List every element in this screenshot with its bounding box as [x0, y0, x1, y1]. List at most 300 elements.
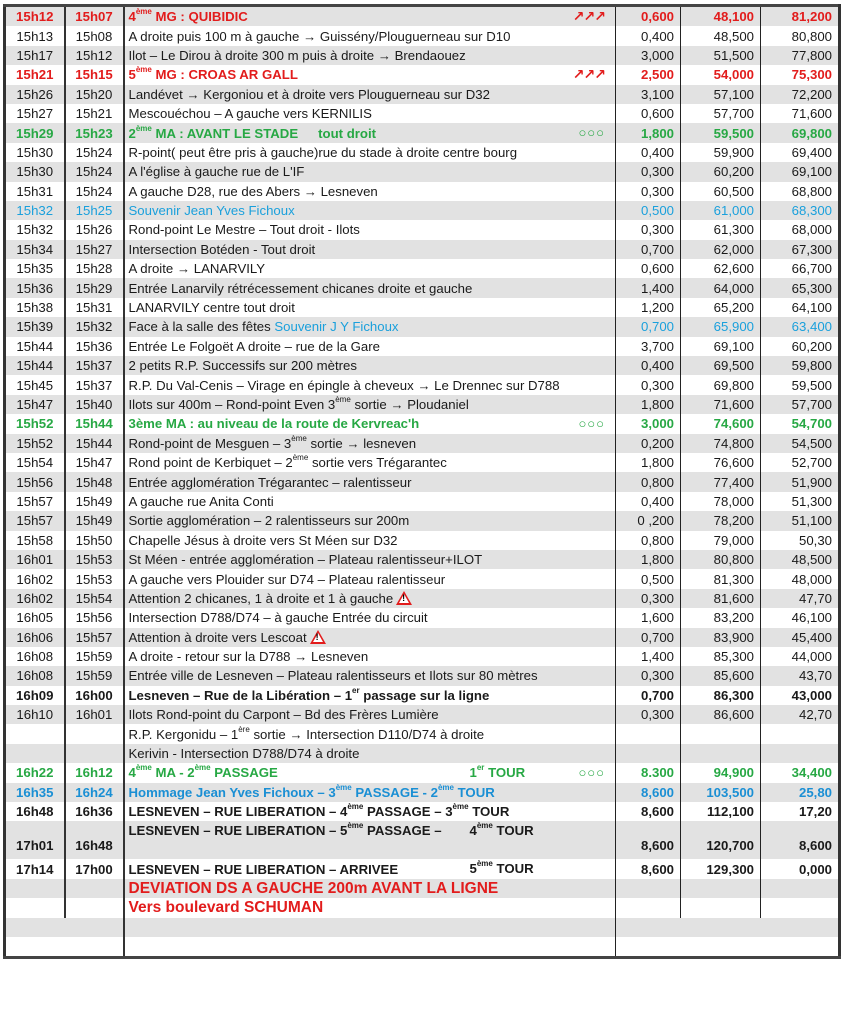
itinerary-row	[5, 879, 840, 898]
cumulative-distance: 48,500	[681, 26, 761, 45]
description-text: MA - 2	[151, 765, 195, 781]
time-schedule-fast: 16h22	[5, 763, 65, 782]
time-schedule-slow: 15h59	[65, 666, 124, 685]
remaining-distance: 54,500	[761, 434, 840, 453]
route-description	[124, 783, 616, 802]
lap-label	[470, 763, 526, 782]
cumulative-distance: 85,600	[681, 666, 761, 685]
ordinal-suffix: er	[352, 685, 360, 695]
cumulative-distance: 79,000	[681, 531, 761, 550]
itinerary-row	[5, 337, 840, 356]
description-text: PASSAGE – 3	[363, 804, 453, 820]
route-description	[124, 414, 616, 433]
lap-text: TOUR	[484, 765, 526, 781]
description-text: sortie → lesneven	[306, 435, 417, 451]
green-circles-icon: ○○○	[578, 416, 605, 432]
description-text: Ilots Rond-point du Carpont – Bd des Frères Lumière	[128, 707, 439, 723]
description-text: Rond point de Kerbiquet – 2	[128, 455, 293, 471]
time-schedule-fast: 15h44	[5, 356, 65, 375]
cumulative-distance: 103,500	[681, 783, 761, 802]
route-description	[124, 472, 616, 491]
partial-distance: 0,700	[616, 317, 681, 336]
remaining-distance: 71,600	[761, 104, 840, 123]
cumulative-distance: 86,300	[681, 686, 761, 705]
description-text: R-point( peut être pris à gauche)rue du stade à droite centre bourg	[128, 144, 518, 160]
time-schedule-fast: 17h01	[5, 821, 65, 859]
time-schedule-slow: 15h24	[65, 182, 124, 201]
route-description	[124, 453, 616, 472]
description-text: sortie → Intersection D110/D74 à droite	[249, 726, 485, 742]
itinerary-row	[5, 783, 840, 802]
route-description	[124, 705, 616, 724]
cumulative-distance: 120,700	[681, 821, 761, 859]
cumulative-distance: 112,100	[681, 802, 761, 821]
partial-distance: 0,400	[616, 143, 681, 162]
partial-distance: 0,600	[616, 104, 681, 123]
time-schedule-slow: 15h49	[65, 492, 124, 511]
itinerary-row	[5, 356, 840, 375]
route-description	[124, 666, 616, 685]
itinerary-row	[5, 65, 840, 84]
time-schedule-slow: 15h07	[65, 6, 124, 27]
partial-distance	[616, 744, 681, 763]
time-schedule-fast: 16h08	[5, 647, 65, 666]
partial-distance: 0,400	[616, 356, 681, 375]
time-schedule-slow: 15h47	[65, 453, 124, 472]
ordinal-suffix: er	[476, 763, 485, 773]
cumulative-distance: 62,600	[681, 259, 761, 278]
time-schedule-slow: 15h26	[65, 220, 124, 239]
itinerary-row	[5, 434, 840, 453]
time-schedule-slow: 15h20	[65, 85, 124, 104]
route-description	[124, 647, 616, 666]
itinerary-row	[5, 220, 840, 239]
cumulative-distance: 69,800	[681, 375, 761, 394]
remaining-distance: 43,000	[761, 686, 840, 705]
remaining-distance: 80,800	[761, 26, 840, 45]
ordinal-suffix: ème	[194, 763, 211, 773]
ordinal-suffix: ème	[335, 395, 351, 404]
route-description	[124, 143, 616, 162]
route-description	[124, 356, 616, 375]
remaining-distance: 67,300	[761, 240, 840, 259]
ordinal-suffix: ème	[347, 802, 364, 812]
partial-distance: 0,300	[616, 705, 681, 724]
time-schedule-slow: 16h12	[65, 763, 124, 782]
partial-distance: 0,500	[616, 201, 681, 220]
remaining-distance: 45,400	[761, 628, 840, 647]
cumulative-distance: 65,900	[681, 317, 761, 336]
description-text: Face à la salle des fêtes	[128, 319, 275, 335]
remaining-distance: 69,800	[761, 123, 840, 142]
route-description	[124, 337, 616, 356]
description-text: PASSAGE –	[363, 823, 442, 839]
partial-distance: 0,700	[616, 240, 681, 259]
partial-distance: 0,800	[616, 472, 681, 491]
description-text: PASSAGE - 2	[351, 784, 438, 800]
time-schedule-fast: 16h48	[5, 802, 65, 821]
time-schedule-fast: 15h39	[5, 317, 65, 336]
route-description	[124, 46, 616, 65]
partial-distance: 0,400	[616, 492, 681, 511]
warning-triangle-icon	[310, 630, 326, 644]
itinerary-row	[5, 628, 840, 647]
partial-distance: 2,500	[616, 65, 681, 84]
itinerary-row	[5, 550, 840, 569]
time-schedule-fast: 15h26	[5, 85, 65, 104]
time-schedule-fast: 16h06	[5, 628, 65, 647]
time-schedule-slow: 15h23	[65, 123, 124, 142]
partial-distance: 0,500	[616, 569, 681, 588]
green-circles-icon: ○○○	[578, 765, 605, 781]
description-text: Ilots sur 400m – Rond-point Even 3	[128, 397, 336, 412]
cumulative-distance: 83,900	[681, 628, 761, 647]
description-text: Lesneven – Rue de la Libération – 1	[128, 687, 353, 703]
time-schedule-fast: 16h01	[5, 550, 65, 569]
partial-distance	[616, 724, 681, 743]
time-schedule-fast: 15h30	[5, 143, 65, 162]
ordinal-number: 4	[128, 9, 136, 25]
partial-distance: 3,000	[616, 46, 681, 65]
itinerary-row	[5, 569, 840, 588]
route-description	[124, 85, 616, 104]
time-schedule-fast	[5, 898, 65, 917]
description-text: Intersection D788/D74 – à gauche Entrée du circuit	[128, 610, 428, 626]
cumulative-distance: 80,800	[681, 550, 761, 569]
remaining-distance: 81,200	[761, 6, 840, 27]
ordinal-suffix: ème	[135, 7, 152, 17]
time-schedule-slow	[65, 744, 124, 763]
time-schedule-slow: 15h12	[65, 46, 124, 65]
remaining-distance	[761, 724, 840, 743]
time-schedule-fast: 16h05	[5, 608, 65, 627]
description-text: Attention 2 chicanes, 1 à droite et 1 à gauche	[128, 590, 394, 606]
blank-row	[5, 918, 840, 937]
itinerary-row	[5, 744, 840, 763]
time-schedule-slow: 15h48	[65, 472, 124, 491]
route-description	[124, 220, 616, 239]
itinerary-row	[5, 608, 840, 627]
route-description	[124, 162, 616, 181]
remaining-distance: 34,400	[761, 763, 840, 782]
partial-distance: 8,600	[616, 802, 681, 821]
partial-distance: 0,700	[616, 628, 681, 647]
time-schedule-slow: 16h48	[65, 821, 124, 859]
itinerary-row	[5, 201, 840, 220]
remaining-distance: 42,70	[761, 705, 840, 724]
description-text: LESNEVEN – RUE LIBERATION – 4	[128, 804, 348, 820]
route-description	[124, 278, 616, 297]
time-schedule-fast: 15h57	[5, 511, 65, 530]
time-schedule-fast: 15h52	[5, 414, 65, 433]
route-description	[124, 608, 616, 627]
description-text: Souvenir Jean Yves Fichoux	[128, 203, 295, 219]
blank-cell	[124, 937, 616, 958]
description-text: R.P. Du Val-Cenis – Virage en épingle à cheveux → Le Drennec sur D788	[128, 377, 560, 393]
itinerary-row	[5, 511, 840, 530]
time-schedule-slow: 15h37	[65, 356, 124, 375]
ordinal-suffix: ème	[476, 821, 493, 831]
blank-cell	[616, 937, 840, 958]
remaining-distance: 64,100	[761, 298, 840, 317]
remaining-distance: 43,70	[761, 666, 840, 685]
description-text: A droite → LANARVILY	[128, 261, 266, 277]
time-schedule-slow: 15h59	[65, 647, 124, 666]
remaining-distance: 57,700	[761, 395, 840, 414]
cumulative-distance: 77,400	[681, 472, 761, 491]
time-schedule-slow: 16h24	[65, 783, 124, 802]
time-schedule-slow: 15h53	[65, 569, 124, 588]
ordinal-suffix: ème	[347, 821, 364, 831]
partial-distance: 1,800	[616, 123, 681, 142]
cumulative-distance: 48,100	[681, 6, 761, 27]
description-text: 2 petits R.P. Successifs sur 200 mètres	[128, 358, 357, 374]
time-schedule-fast: 15h47	[5, 395, 65, 414]
description-text: Landévet → Kergoniou et à droite vers Plouguerneau sur D32	[128, 86, 490, 102]
cumulative-distance: 60,200	[681, 162, 761, 181]
description-text: A gauche vers Plouider sur D74 – Plateau ralentisseur	[128, 571, 446, 587]
time-schedule-fast	[5, 744, 65, 763]
itinerary-row	[5, 686, 840, 705]
partial-distance: 0,700	[616, 686, 681, 705]
cumulative-distance: 62,000	[681, 240, 761, 259]
time-schedule-slow: 15h44	[65, 414, 124, 433]
description-text: Entrée Lanarvily rétrécessement chicanes droite et gauche	[128, 280, 473, 296]
lap-number: 4	[469, 823, 477, 839]
cumulative-distance: 76,600	[681, 453, 761, 472]
cumulative-distance: 61,300	[681, 220, 761, 239]
description-text: TOUR	[453, 784, 495, 800]
time-schedule-fast: 16h35	[5, 783, 65, 802]
blank-cell	[616, 918, 840, 937]
route-description	[124, 531, 616, 550]
description-text: Attention à droite vers Lescoat	[128, 629, 307, 645]
description-text: LESNEVEN – RUE LIBERATION – ARRIVEE	[128, 861, 399, 877]
remaining-distance: 8,600	[761, 821, 840, 859]
partial-distance: 0,300	[616, 182, 681, 201]
blank-cell	[5, 937, 124, 958]
time-schedule-slow: 15h56	[65, 608, 124, 627]
ordinal-suffix: ème	[452, 802, 469, 812]
time-schedule-fast: 16h09	[5, 686, 65, 705]
route-description	[124, 395, 616, 414]
route-description	[124, 182, 616, 201]
partial-distance	[616, 879, 681, 898]
remaining-distance: 77,800	[761, 46, 840, 65]
itinerary-row	[5, 46, 840, 65]
description-text: TOUR	[468, 804, 510, 820]
time-schedule-slow: 15h28	[65, 259, 124, 278]
remaining-distance: 44,000	[761, 647, 840, 666]
remaining-distance: 59,500	[761, 375, 840, 394]
route-description	[124, 375, 616, 394]
itinerary-row	[5, 104, 840, 123]
itinerary-row	[5, 821, 840, 859]
route-description	[124, 744, 616, 763]
cumulative-distance: 78,000	[681, 492, 761, 511]
partial-distance: 8,600	[616, 783, 681, 802]
route-description	[124, 104, 616, 123]
cumulative-distance: 129,300	[681, 859, 761, 878]
souvenir-note: Souvenir J Y Fichoux	[274, 319, 399, 335]
time-schedule-fast: 15h58	[5, 531, 65, 550]
itinerary-row	[5, 298, 840, 317]
description-text: A droite - retour sur la D788 → Lesneven	[128, 649, 369, 665]
cumulative-distance: 81,300	[681, 569, 761, 588]
itinerary-row	[5, 898, 840, 917]
itinerary-row	[5, 278, 840, 297]
partial-distance: 1,800	[616, 453, 681, 472]
cumulative-distance	[681, 724, 761, 743]
description-text: Intersection Botéden - Tout droit	[128, 241, 316, 257]
description-text: Ilot – Le Dirou à droite 300 m puis à droite → Brendaouez	[128, 47, 466, 63]
cumulative-distance: 65,200	[681, 298, 761, 317]
time-schedule-fast: 15h30	[5, 162, 65, 181]
time-schedule-slow: 15h49	[65, 511, 124, 530]
remaining-distance: 51,300	[761, 492, 840, 511]
time-schedule-slow: 15h24	[65, 162, 124, 181]
cumulative-distance: 85,300	[681, 647, 761, 666]
partial-distance: 0,300	[616, 666, 681, 685]
route-description	[124, 569, 616, 588]
time-schedule-fast: 15h17	[5, 46, 65, 65]
itinerary-row	[5, 531, 840, 550]
lap-label	[470, 859, 534, 878]
route-description	[124, 298, 616, 317]
time-schedule-fast: 15h27	[5, 104, 65, 123]
itinerary-table	[3, 4, 841, 959]
cumulative-distance	[681, 744, 761, 763]
itinerary-row	[5, 802, 840, 821]
description-text: PASSAGE	[210, 765, 278, 781]
time-schedule-fast: 15h31	[5, 182, 65, 201]
itinerary-row	[5, 453, 840, 472]
description-text: Rond-point de Mesguen – 3	[128, 435, 292, 451]
cumulative-distance: 69,100	[681, 337, 761, 356]
time-schedule-fast: 15h36	[5, 278, 65, 297]
time-schedule-fast	[5, 724, 65, 743]
itinerary-row	[5, 259, 840, 278]
time-schedule-slow: 15h29	[65, 278, 124, 297]
ordinal-number: 5	[128, 67, 136, 83]
description-text: sortie → Ploudaniel	[350, 397, 469, 412]
time-schedule-fast: 15h38	[5, 298, 65, 317]
time-schedule-slow: 15h44	[65, 434, 124, 453]
itinerary-row	[5, 414, 840, 433]
cumulative-distance: 59,500	[681, 123, 761, 142]
itinerary-row	[5, 143, 840, 162]
remaining-distance: 66,700	[761, 259, 840, 278]
partial-distance: 0,300	[616, 375, 681, 394]
lap-number: 1	[469, 765, 477, 781]
ordinal-suffix: ère	[238, 724, 250, 734]
remaining-distance: 46,100	[761, 608, 840, 627]
itinerary-row	[5, 6, 840, 27]
remaining-distance: 68,300	[761, 201, 840, 220]
route-description	[124, 550, 616, 569]
ordinal-suffix: ème	[135, 763, 152, 773]
remaining-distance: 51,900	[761, 472, 840, 491]
ordinal-suffix: ème	[291, 433, 307, 443]
cumulative-distance: 59,900	[681, 143, 761, 162]
remaining-distance: 69,400	[761, 143, 840, 162]
time-schedule-slow: 16h01	[65, 705, 124, 724]
description-text: Entrée ville de Lesneven – Plateau ralentisseurs et Ilots sur 80 mètres	[128, 668, 538, 684]
ordinal-suffix: ème	[335, 782, 352, 792]
cumulative-distance: 51,500	[681, 46, 761, 65]
itinerary-row	[5, 123, 840, 142]
description-text: Entrée Le Folgoët A droite – rue de la Gare	[128, 338, 380, 354]
description-text: MG : CROAS AR GALL	[151, 67, 298, 83]
time-schedule-slow: 15h25	[65, 201, 124, 220]
itinerary-row	[5, 85, 840, 104]
description-text: LESNEVEN – RUE LIBERATION – 5	[128, 823, 348, 839]
remaining-distance: 51,100	[761, 511, 840, 530]
cumulative-distance: 54,000	[681, 65, 761, 84]
red-arrows-icon: ↗↗↗	[572, 8, 605, 24]
cumulative-distance	[681, 898, 761, 917]
time-schedule-fast	[5, 879, 65, 898]
partial-distance: 1,400	[616, 278, 681, 297]
route-description	[124, 802, 616, 821]
ordinal-number: 4	[128, 765, 136, 781]
remaining-distance: 54,700	[761, 414, 840, 433]
cumulative-distance: 74,600	[681, 414, 761, 433]
partial-distance: 0,200	[616, 434, 681, 453]
route-description	[124, 259, 616, 278]
cumulative-distance: 78,200	[681, 511, 761, 530]
time-schedule-slow: 15h27	[65, 240, 124, 259]
remaining-distance: 72,200	[761, 85, 840, 104]
description-text: LANARVILY centre tout droit	[128, 300, 295, 316]
lap-text: TOUR	[492, 861, 534, 877]
partial-distance: 8.300	[616, 763, 681, 782]
description-text: A gauche D28, rue des Abers → Lesneven	[128, 183, 378, 199]
partial-distance: 1,400	[616, 647, 681, 666]
remaining-distance: 75,300	[761, 65, 840, 84]
route-description	[124, 511, 616, 530]
description-text: Hommage Jean Yves Fichoux – 3	[128, 784, 336, 800]
partial-distance: 1,800	[616, 395, 681, 414]
route-description	[124, 65, 616, 84]
description-text: Chapelle Jésus à droite vers St Méen sur D32	[128, 532, 398, 548]
cumulative-distance: 74,800	[681, 434, 761, 453]
description-text: 3ème MA : au niveau de la route de Kervreac'h	[128, 416, 420, 432]
remaining-distance: 68,800	[761, 182, 840, 201]
description-text: Mescouéchou – A gauche vers KERNILIS	[128, 106, 372, 122]
route-description	[124, 859, 616, 878]
time-schedule-fast: 15h56	[5, 472, 65, 491]
partial-distance: 8,600	[616, 859, 681, 878]
lap-number: 5	[469, 861, 477, 877]
remaining-distance: 47,70	[761, 589, 840, 608]
remaining-distance: 50,30	[761, 531, 840, 550]
ordinal-suffix: ème	[135, 123, 152, 133]
time-schedule-slow: 17h00	[65, 859, 124, 878]
remaining-distance	[761, 744, 840, 763]
remaining-distance: 60,200	[761, 337, 840, 356]
time-schedule-slow	[65, 879, 124, 898]
blank-cell	[124, 918, 616, 937]
cumulative-distance: 57,700	[681, 104, 761, 123]
route-description	[124, 434, 616, 453]
ordinal-suffix: ème	[476, 859, 493, 869]
time-schedule-fast: 15h54	[5, 453, 65, 472]
partial-distance: 0,800	[616, 531, 681, 550]
description-text: St Méen - entrée agglomération – Plateau ralentisseur+ILOT	[128, 552, 483, 568]
time-schedule-fast: 15h29	[5, 123, 65, 142]
itinerary-row	[5, 375, 840, 394]
